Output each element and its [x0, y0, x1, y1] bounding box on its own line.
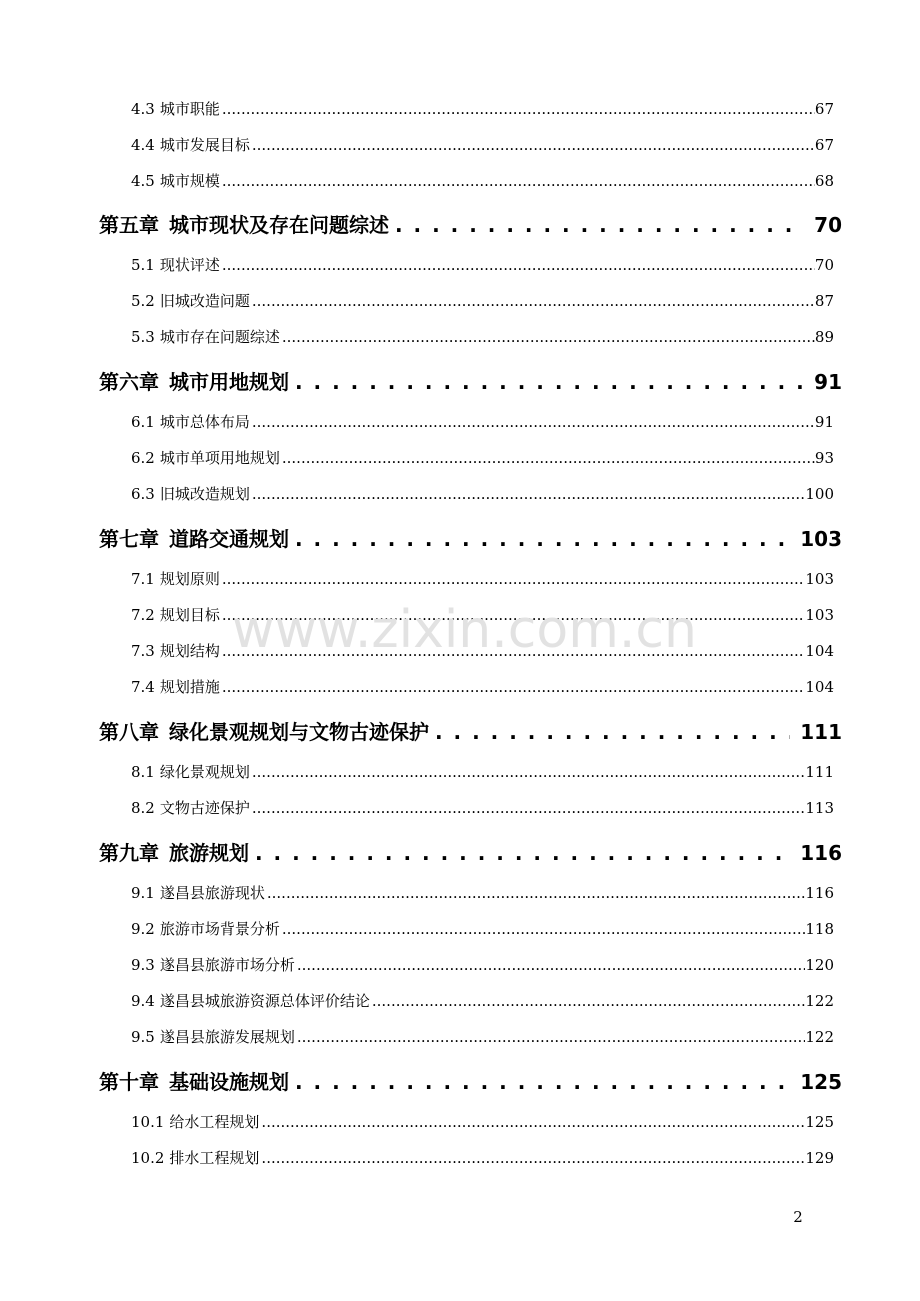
section-number: 4.5 [131, 172, 155, 190]
toc-section-entry[interactable] [131, 326, 834, 347]
section-title: 旧城改造问题 [159, 292, 250, 310]
toc-section-entry[interactable] [131, 1026, 834, 1047]
page-reference: 68 [814, 172, 834, 190]
section-number: 9.3 [131, 956, 155, 974]
chapter-number: 第十章 [99, 1070, 159, 1094]
toc-entry-label [131, 604, 220, 625]
section-number: 7.3 [131, 642, 155, 660]
section-title: 绿化景观规划 [159, 763, 250, 781]
toc-section-entry[interactable] [131, 918, 834, 939]
toc-entry-label [131, 170, 220, 191]
toc-section-entry[interactable] [131, 676, 834, 697]
page-reference: 111 [805, 763, 834, 781]
section-number: 5.1 [131, 256, 155, 274]
dot-leader [295, 370, 804, 394]
toc-entry-label [131, 568, 220, 589]
page-reference: 125 [800, 1070, 842, 1094]
page-reference: 125 [805, 1113, 834, 1131]
toc-entry-label [131, 411, 250, 432]
section-number: 7.4 [131, 678, 155, 696]
dot-leader [267, 884, 805, 902]
section-title: 遂昌县旅游发展规划 [159, 1028, 295, 1046]
page-reference: 103 [805, 570, 834, 588]
section-number: 9.5 [131, 1028, 155, 1046]
dot-leader [222, 100, 815, 118]
toc-section-entry[interactable] [131, 797, 834, 818]
toc-entry-label [131, 1026, 295, 1047]
section-title: 规划措施 [159, 678, 220, 696]
dot-leader [261, 1113, 805, 1131]
toc-section-entry[interactable] [131, 1111, 834, 1132]
page-reference: 93 [814, 449, 834, 467]
dot-leader [252, 413, 815, 431]
page-reference: 91 [814, 370, 842, 394]
dot-leader [222, 570, 805, 588]
dot-leader [255, 841, 790, 865]
toc-section-entry[interactable] [131, 98, 834, 119]
toc-entry-label [99, 366, 289, 395]
dot-leader [435, 720, 790, 744]
page-reference: 89 [814, 328, 834, 346]
dot-leader [297, 956, 805, 974]
toc-chapter-entry[interactable] [99, 716, 842, 745]
section-title: 遂昌县城旅游资源总体评价结论 [159, 992, 370, 1010]
toc-section-entry[interactable] [131, 1147, 834, 1168]
page-reference: 91 [814, 413, 834, 431]
dot-leader [261, 1149, 805, 1167]
toc-section-entry[interactable] [131, 761, 834, 782]
section-title: 规划原则 [159, 570, 220, 588]
section-number: 8.1 [131, 763, 155, 781]
chapter-title: 城市现状及存在问题综述 [169, 213, 389, 237]
section-number: 5.3 [131, 328, 155, 346]
section-number: 8.2 [131, 799, 155, 817]
toc-entry-label [131, 918, 280, 939]
toc-section-entry[interactable] [131, 254, 834, 275]
toc-entry-label [99, 837, 249, 866]
page-reference: 103 [805, 606, 834, 624]
page-reference: 100 [805, 485, 834, 503]
dot-leader [282, 328, 815, 346]
dot-leader [222, 678, 805, 696]
toc-chapter-entry[interactable] [99, 523, 842, 552]
toc-entry-label [131, 1111, 259, 1132]
toc-chapter-entry[interactable] [99, 366, 842, 395]
toc-entry-label [131, 990, 370, 1011]
page-reference: 70 [814, 256, 834, 274]
toc-entry-label [131, 447, 280, 468]
dot-leader [282, 449, 815, 467]
page-reference: 116 [800, 841, 842, 865]
toc-entry-label [99, 209, 389, 238]
chapter-number: 第五章 [99, 213, 159, 237]
page-reference: 120 [805, 956, 834, 974]
toc-section-entry[interactable] [131, 882, 834, 903]
page-reference: 103 [800, 527, 842, 551]
section-title: 城市职能 [159, 100, 220, 118]
chapter-title: 旅游规划 [169, 841, 249, 865]
toc-entry-label [99, 523, 289, 552]
section-number: 9.1 [131, 884, 155, 902]
section-title: 城市发展目标 [159, 136, 250, 154]
dot-leader [222, 256, 815, 274]
toc-entry-label [131, 1147, 259, 1168]
page-reference: 122 [805, 1028, 834, 1046]
chapter-title: 道路交通规划 [169, 527, 289, 551]
section-title: 文物古迹保护 [159, 799, 250, 817]
toc-chapter-entry[interactable] [99, 837, 842, 866]
page-reference: 104 [805, 678, 834, 696]
watermark-text: www.zixin.com.cn [232, 600, 697, 660]
page-number: 2 [793, 1208, 803, 1226]
page-reference: 113 [805, 799, 834, 817]
chapter-number: 第六章 [99, 370, 159, 394]
section-number: 5.2 [131, 292, 155, 310]
section-number: 7.1 [131, 570, 155, 588]
section-title: 规划结构 [159, 642, 220, 660]
section-title: 城市规模 [159, 172, 220, 190]
dot-leader [222, 172, 815, 190]
dot-leader [295, 527, 790, 551]
section-title: 规划目标 [159, 606, 220, 624]
toc-entry-label [131, 254, 220, 275]
toc-section-entry[interactable] [131, 290, 834, 311]
section-number: 10.2 [131, 1149, 165, 1167]
toc-section-entry[interactable] [131, 990, 834, 1011]
section-title: 遂昌县旅游现状 [159, 884, 265, 902]
toc-chapter-entry[interactable] [99, 1066, 842, 1095]
toc-section-entry[interactable] [131, 954, 834, 975]
section-number: 9.4 [131, 992, 155, 1010]
section-title: 城市总体布局 [159, 413, 250, 431]
toc-entry-label [131, 882, 265, 903]
chapter-number: 第九章 [99, 841, 159, 865]
toc-section-entry[interactable] [131, 170, 834, 191]
toc-section-entry[interactable] [131, 411, 834, 432]
toc-entry-label [131, 640, 220, 661]
section-number: 7.2 [131, 606, 155, 624]
page-reference: 129 [805, 1149, 834, 1167]
chapter-title: 城市用地规划 [169, 370, 289, 394]
toc-entry-label [131, 326, 280, 347]
page-reference: 67 [814, 100, 834, 118]
section-number: 6.3 [131, 485, 155, 503]
toc-entry-label [99, 1066, 289, 1095]
section-title: 旧城改造规划 [159, 485, 250, 503]
toc-entry-label [131, 676, 220, 697]
toc-entry-label [131, 483, 250, 504]
dot-leader [252, 799, 805, 817]
page-reference: 122 [805, 992, 834, 1010]
dot-leader [252, 485, 805, 503]
section-title: 城市存在问题综述 [159, 328, 280, 346]
toc-section-entry[interactable] [131, 134, 834, 155]
toc-entry-label [131, 290, 250, 311]
dot-leader [372, 992, 805, 1010]
page-reference: 104 [805, 642, 834, 660]
dot-leader [297, 1028, 805, 1046]
dot-leader [295, 1070, 790, 1094]
section-title: 现状评述 [159, 256, 220, 274]
page-reference: 87 [814, 292, 834, 310]
page-reference: 116 [805, 884, 834, 902]
toc-section-entry[interactable] [131, 568, 834, 589]
section-title: 给水工程规划 [169, 1113, 260, 1131]
section-title: 城市单项用地规划 [159, 449, 280, 467]
toc-section-entry[interactable] [131, 483, 834, 504]
dot-leader [252, 763, 805, 781]
dot-leader [252, 292, 815, 310]
toc-entry-label [131, 134, 250, 155]
toc-entry-label [131, 761, 250, 782]
page-reference: 67 [814, 136, 834, 154]
section-number: 4.3 [131, 100, 155, 118]
section-number: 9.2 [131, 920, 155, 938]
chapter-number: 第八章 [99, 720, 159, 744]
dot-leader [252, 136, 815, 154]
section-number: 6.2 [131, 449, 155, 467]
chapter-title: 基础设施规划 [169, 1070, 289, 1094]
toc-section-entry[interactable] [131, 447, 834, 468]
section-number: 6.1 [131, 413, 155, 431]
section-number: 10.1 [131, 1113, 165, 1131]
section-number: 4.4 [131, 136, 155, 154]
toc-entry-label [131, 98, 220, 119]
toc-entry-label [131, 954, 295, 975]
toc-entry-label [131, 797, 250, 818]
section-title: 旅游市场背景分析 [159, 920, 280, 938]
page-reference: 118 [805, 920, 834, 938]
section-title: 排水工程规划 [169, 1149, 260, 1167]
chapter-title: 绿化景观规划与文物古迹保护 [169, 720, 429, 744]
dot-leader [395, 213, 804, 237]
toc-chapter-entry[interactable] [99, 209, 842, 238]
toc-entry-label [99, 716, 429, 745]
page-reference: 70 [814, 213, 842, 237]
dot-leader [282, 920, 805, 938]
page-reference: 111 [800, 720, 842, 744]
chapter-number: 第七章 [99, 527, 159, 551]
section-title: 遂昌县旅游市场分析 [159, 956, 295, 974]
